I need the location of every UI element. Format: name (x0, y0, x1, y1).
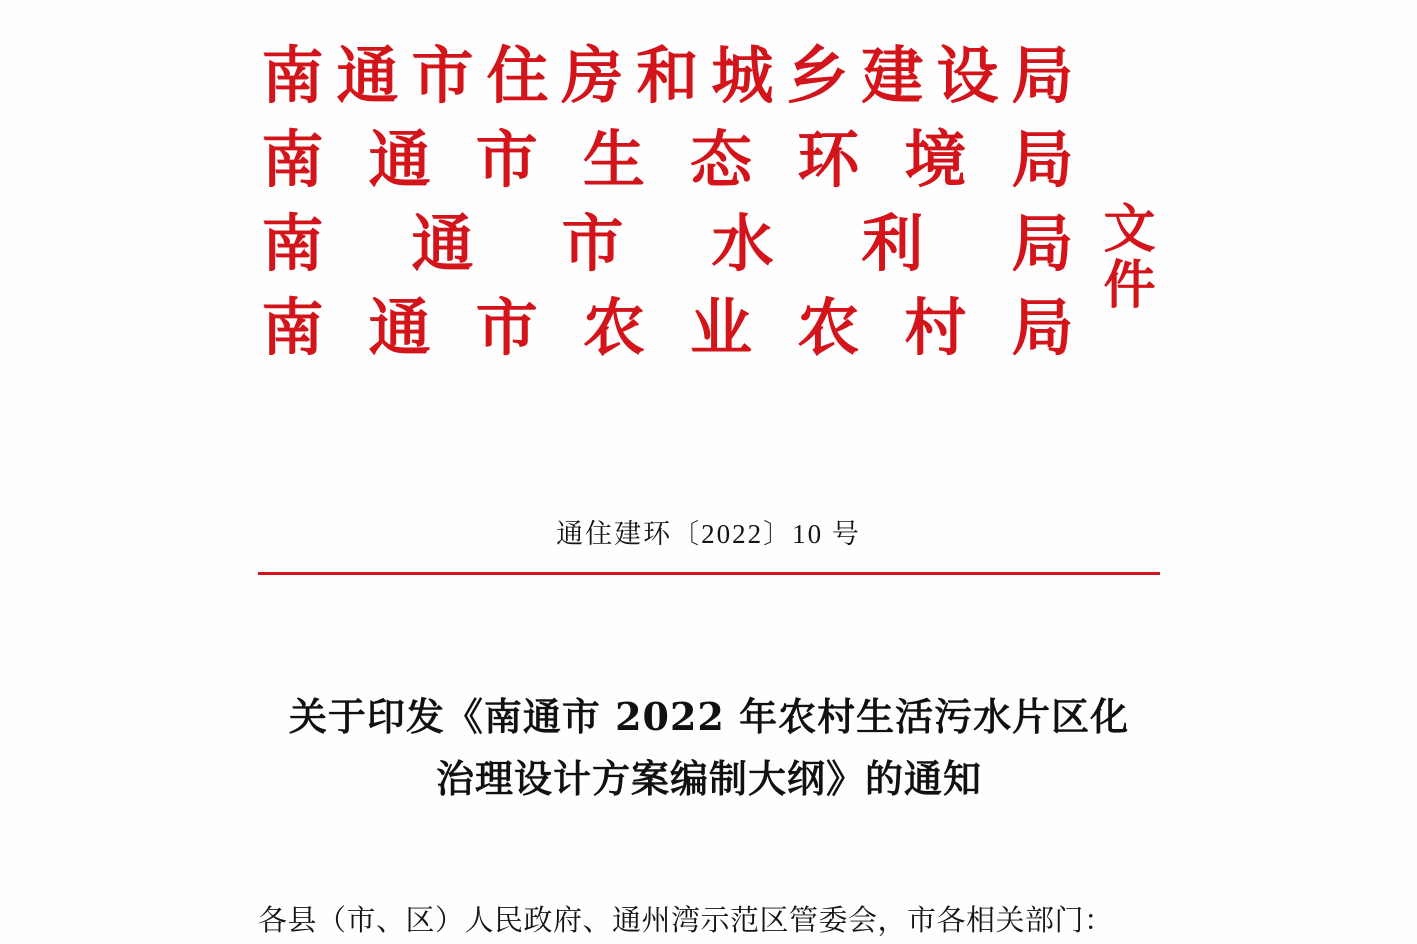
agency-char: 局 (1011, 123, 1074, 196)
agency-char: 局 (1011, 291, 1074, 364)
agency-line-4 (261, 286, 1073, 370)
agency-char: 南 (261, 291, 324, 364)
agency-char: 建 (861, 39, 924, 112)
agency-char: 利 (861, 207, 924, 280)
agency-char: 市 (475, 291, 538, 364)
agency-char: 市 (561, 207, 624, 280)
agency-char: 业 (690, 291, 753, 364)
agency-char: 住 (486, 39, 549, 112)
document-title-line: 治理设计方案编制大纲》的通知 (435, 756, 982, 801)
agency-char: 通 (368, 123, 431, 196)
agency-char: 市 (411, 39, 474, 112)
agency-char: 态 (690, 123, 753, 196)
agency-char: 乡 (786, 39, 849, 112)
agency-char: 通 (411, 207, 474, 280)
agency-char: 环 (797, 123, 860, 196)
agency-char: 局 (1011, 39, 1074, 112)
agency-char: 村 (904, 291, 967, 364)
agency-char: 南 (261, 123, 324, 196)
agency-char: 南 (261, 207, 324, 280)
document-title-line: 关于印发《南通市 2022 年农村生活污水片区化 (288, 694, 1130, 739)
agency-char: 农 (797, 291, 860, 364)
salutation-line: 各县（市、区）人民政府、通州湾示范区管委会，市各相关部门： (258, 905, 1114, 937)
agency-line-2 (261, 118, 1073, 202)
agency-char: 房 (561, 39, 624, 112)
agency-char: 城 (711, 39, 774, 112)
agency-char: 农 (582, 291, 645, 364)
document-word-char: 件 (1103, 255, 1156, 316)
document-title (258, 686, 1160, 810)
agency-char: 南 (261, 39, 324, 112)
document-word-char: 文 (1103, 199, 1156, 260)
agency-char: 通 (368, 291, 431, 364)
letterhead (0, 34, 1417, 370)
red-separator-rule (258, 572, 1160, 575)
agency-char: 水 (711, 207, 774, 280)
agency-name-block (261, 34, 1073, 370)
agency-char: 生 (582, 123, 645, 196)
agency-char: 局 (1011, 207, 1074, 280)
agency-line-1 (261, 34, 1073, 118)
letterhead-document-word (1103, 199, 1156, 316)
agency-char: 通 (336, 39, 399, 112)
agency-char: 和 (636, 39, 699, 112)
document-number: 通住建环〔2022〕10 号 (556, 519, 861, 549)
agency-char: 设 (936, 39, 999, 112)
agency-char: 境 (904, 123, 967, 196)
agency-line-3 (261, 202, 1073, 286)
agency-char: 市 (475, 123, 538, 196)
